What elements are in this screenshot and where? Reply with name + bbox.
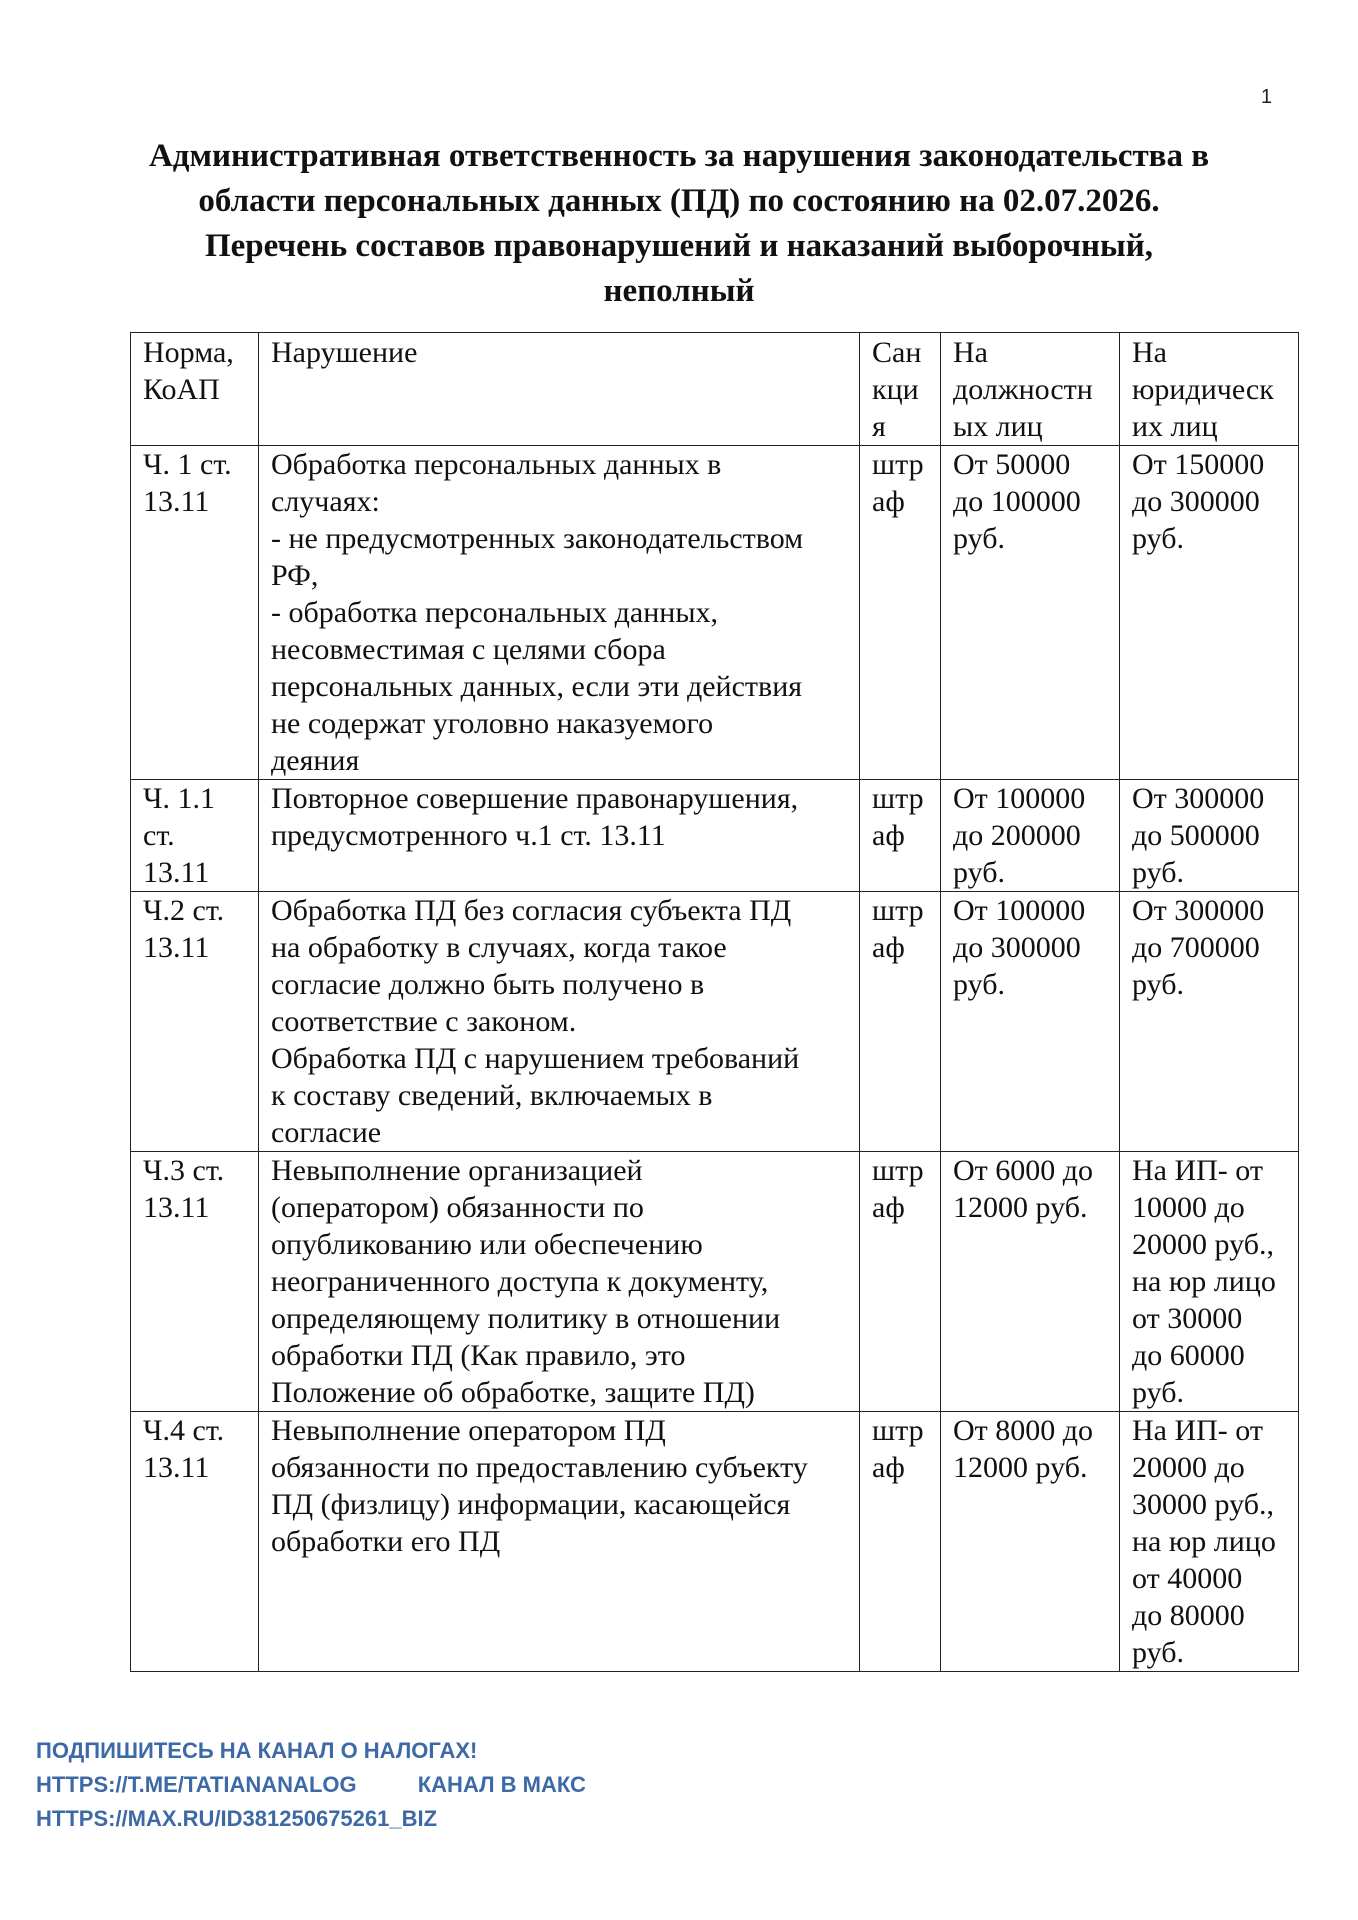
cell-legal-entities: От 300000 до 500000 руб. — [1120, 780, 1299, 892]
header-norma: Норма, КоАП — [131, 333, 259, 446]
footer-links-line — [36, 1768, 586, 1802]
cell-legal-entities: На ИП- от 10000 до 20000 руб., на юр лицо от 30000 до 60000 руб. — [1120, 1152, 1299, 1412]
cell-sanction: штр аф — [860, 780, 941, 892]
cell-norma: Ч. 1.1 ст. 13.11 — [131, 780, 259, 892]
max-channel-link[interactable]: HTTPS://MAX.RU/ID381250675261_BIZ — [36, 1806, 438, 1831]
cell-officials: От 100000 до 200000 руб. — [941, 780, 1120, 892]
table-row — [131, 1152, 1299, 1412]
cell-officials: От 6000 до 12000 руб. — [941, 1152, 1120, 1412]
cell-violation: Обработка ПД без согласия субъекта ПД на обработку в случаях, когда такое согласие должно быть получено в соответствие с законом. Обработка ПД с нарушением требований к составу сведений, включаемых в согласие — [259, 892, 860, 1152]
document-title — [100, 134, 1258, 314]
header-sanction: Сан кци я — [860, 333, 941, 446]
cell-legal-entities: На ИП- от 20000 до 30000 руб., на юр лицо от 40000 до 80000 руб. — [1120, 1412, 1299, 1672]
table-header-row — [131, 333, 1299, 446]
cell-norma: Ч.4 ст. 13.11 — [131, 1412, 259, 1672]
cell-legal-entities: От 150000 до 300000 руб. — [1120, 446, 1299, 780]
table-row — [131, 892, 1299, 1152]
subscribe-call-to-action: ПОДПИШИТЕСЬ НА КАНАЛ О НАЛОГАХ! — [36, 1738, 478, 1763]
cell-sanction: штр аф — [860, 1412, 941, 1672]
table-row — [131, 1412, 1299, 1672]
title-line: неполный — [603, 273, 755, 309]
cell-violation: Невыполнение оператором ПД обязанности по предоставлению субъекту ПД (физлицу) информации, касающейся обработки его ПД — [259, 1412, 860, 1672]
cell-officials: От 8000 до 12000 руб. — [941, 1412, 1120, 1672]
cell-legal-entities: От 300000 до 700000 руб. — [1120, 892, 1299, 1152]
header-officials: На должностн ых лиц — [941, 333, 1120, 446]
cell-officials: От 50000 до 100000 руб. — [941, 446, 1120, 780]
subscription-footer — [36, 1734, 586, 1836]
cell-norma: Ч.2 ст. 13.11 — [131, 892, 259, 1152]
cell-sanction: штр аф — [860, 1152, 941, 1412]
title-line: Перечень составов правонарушений и наказаний выборочный, — [204, 228, 1154, 264]
max-channel-label: КАНАЛ В МАКС — [417, 1772, 586, 1797]
header-violation: Нарушение — [259, 333, 860, 446]
cell-sanction: штр аф — [860, 892, 941, 1152]
cell-norma: Ч. 1 ст. 13.11 — [131, 446, 259, 780]
title-line: Административная ответственность за нарушения законодательства в — [148, 138, 1210, 174]
cell-violation: Обработка персональных данных в случаях: - не предусмотренных законодательством РФ, - обработка персональных данных, несовместимая с целями сбора персональных данных, если эти действия не содержат уголовно наказуемого деяния — [259, 446, 860, 780]
cell-violation: Невыполнение организацией (оператором) обязанности по опубликованию или обеспечению неограниченного доступа к документу, определяющему политику в отношении обработки ПД (Как правило, это Положение об обработке, защите ПД) — [259, 1152, 860, 1412]
cell-violation: Повторное совершение правонарушения, предусмотренного ч.1 ст. 13.11 — [259, 780, 860, 892]
page-number: 1 — [1260, 86, 1272, 108]
title-line: области персональных данных (ПД) по состоянию на 02.07.2026. — [198, 183, 1160, 219]
table-row — [131, 446, 1299, 780]
cell-norma: Ч.3 ст. 13.11 — [131, 1152, 259, 1412]
table-row — [131, 780, 1299, 892]
penalties-table — [130, 332, 1299, 1672]
header-legal-entities: На юридическ их лиц — [1120, 333, 1299, 446]
telegram-channel-link[interactable]: HTTPS://T.ME/TATIANANALOG — [36, 1772, 357, 1797]
cell-sanction: штр аф — [860, 446, 941, 780]
cell-officials: От 100000 до 300000 руб. — [941, 892, 1120, 1152]
